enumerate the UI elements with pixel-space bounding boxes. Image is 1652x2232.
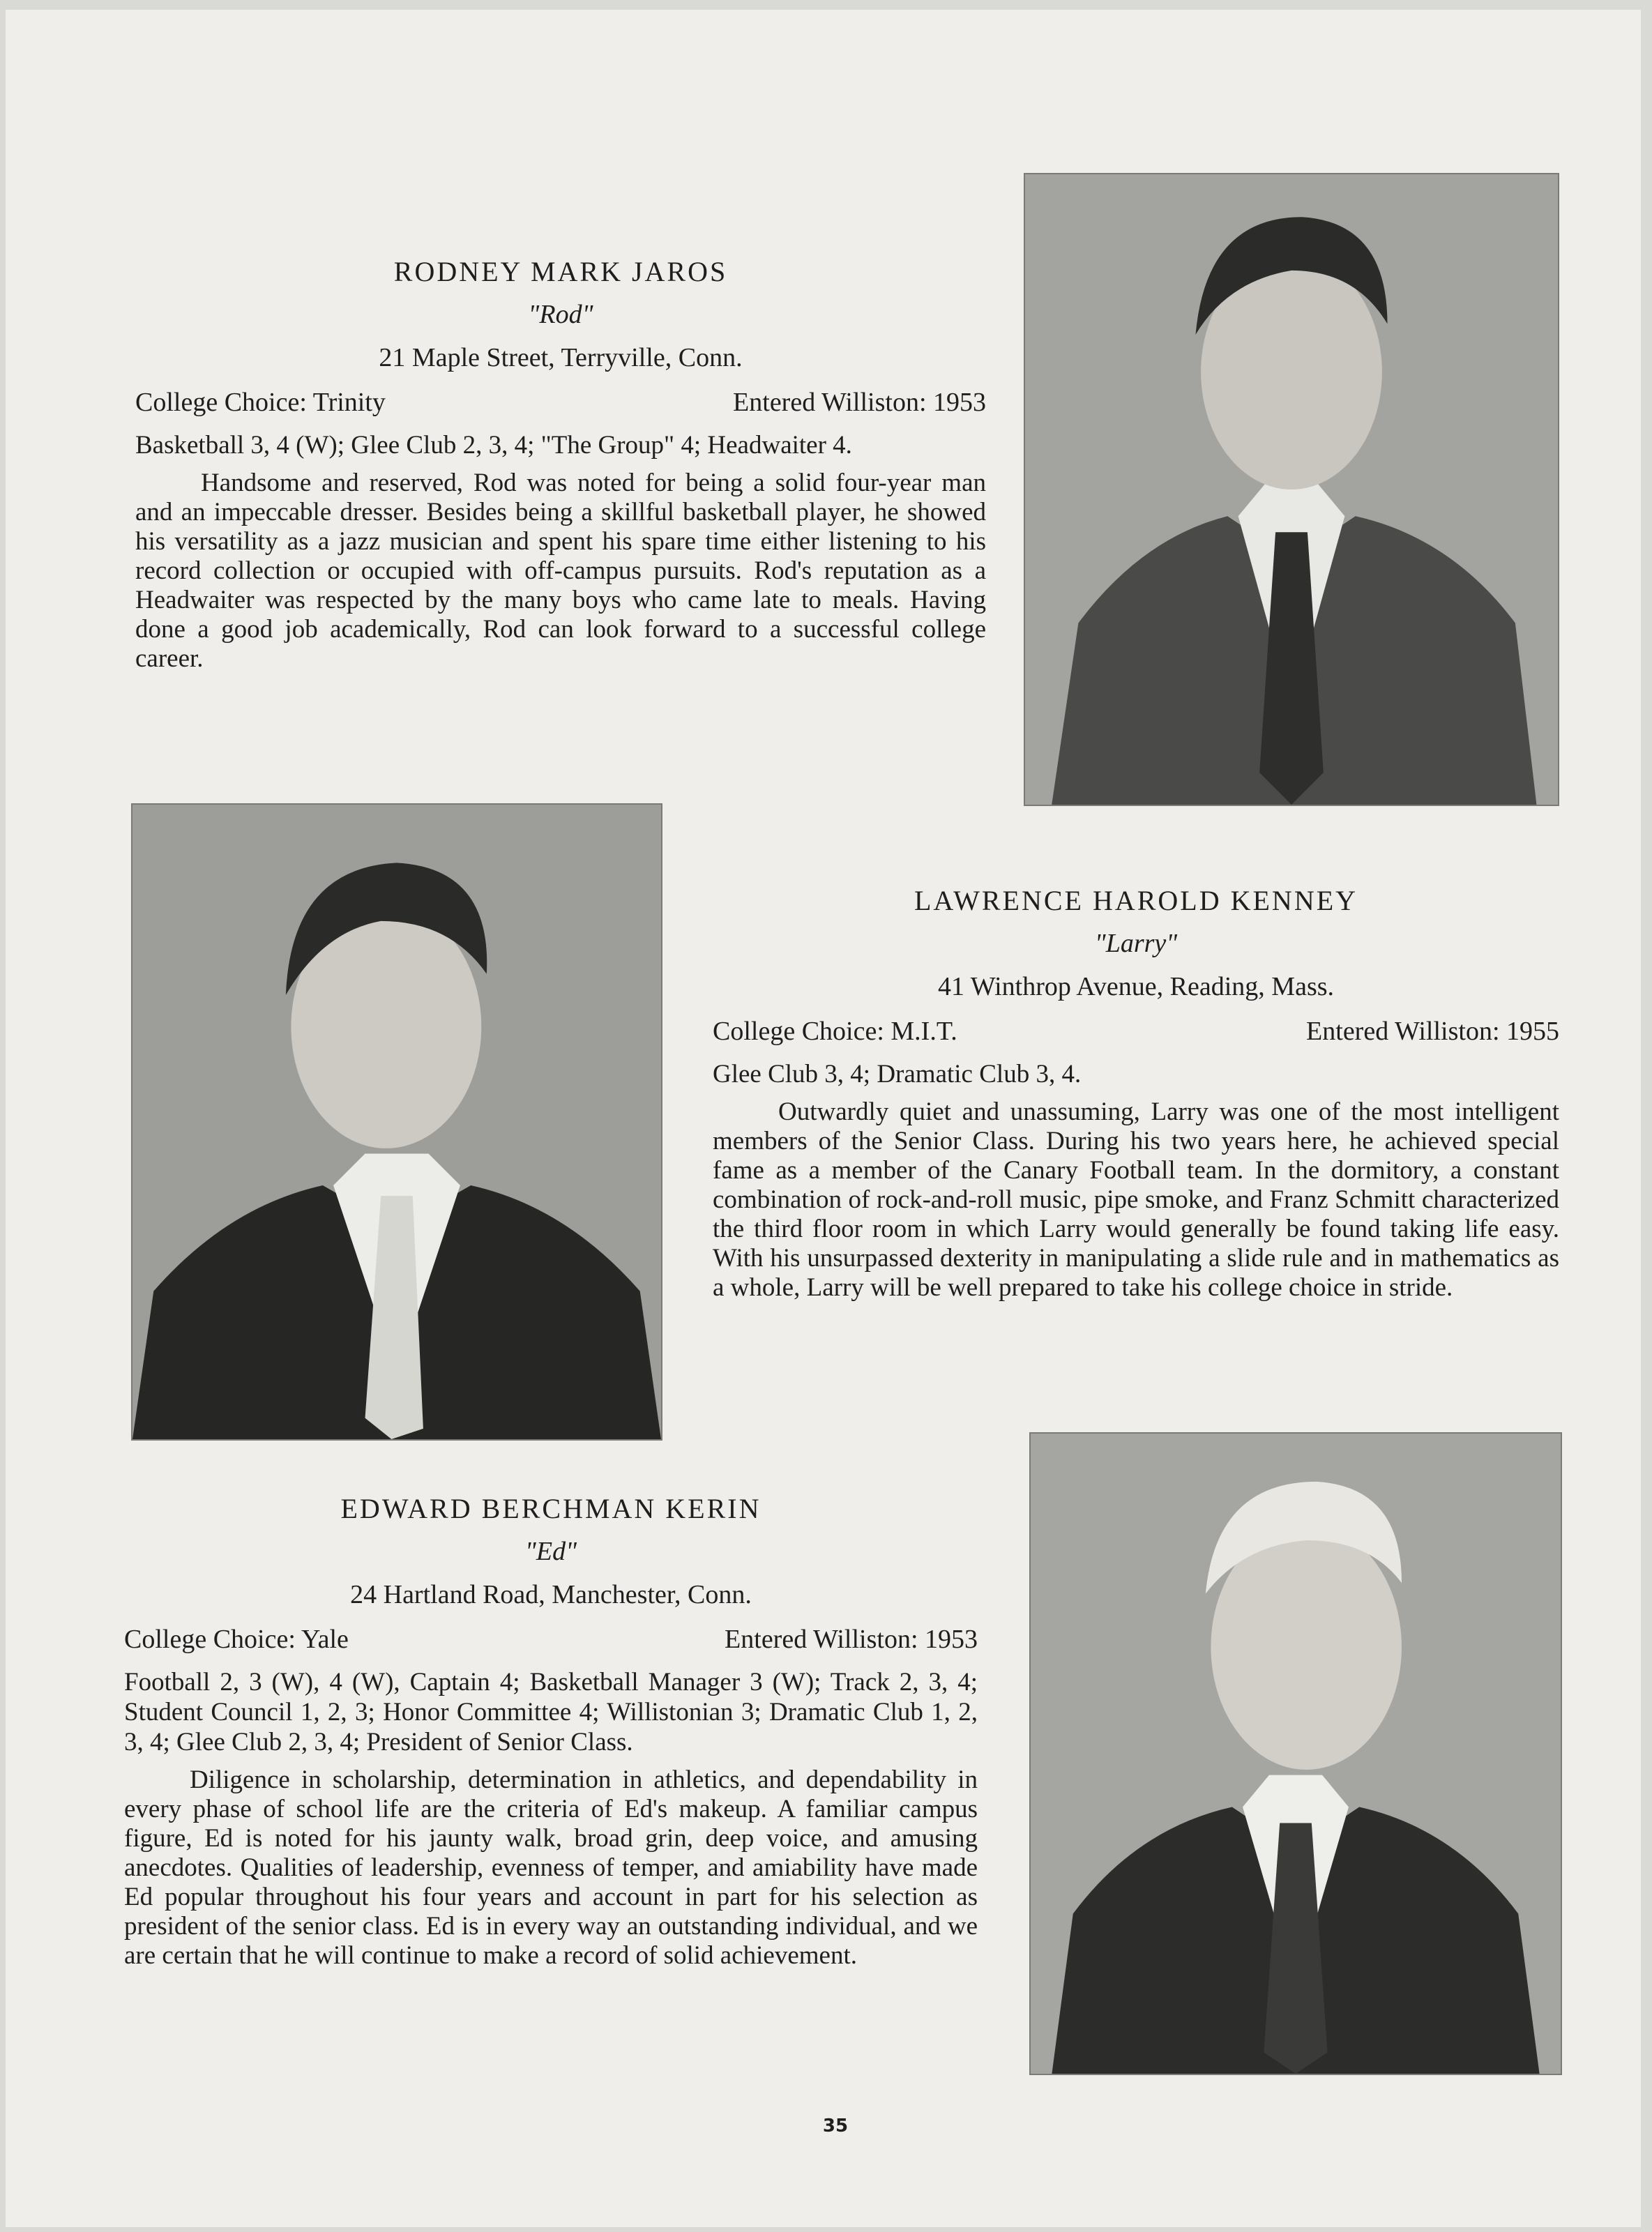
student-nickname: "Ed"	[524, 1537, 577, 1566]
student-portrait-photo	[1029, 1432, 1562, 2075]
student-name: RODNEY MARK JAROS	[393, 256, 728, 287]
student-name: LAWRENCE HAROLD KENNEY	[914, 885, 1358, 916]
student-name: EDWARD BERCHMAN KERIN	[340, 1493, 761, 1524]
student-address: 24 Hartland Road, Manchester, Conn.	[350, 1580, 752, 1609]
student-bio: Outwardly quiet and unassuming, Larry was one of the most intelligent members of the Senior Class. During his two years here, he achieved special fame as a member of the Canary Football team. In the dormitory, a constant combination of rock-and-roll music, pipe smoke, and Franz Schmitt characterized the third floor room in which Larry would generally be found taking life easy. With his unsurpassed dexterity in manipulating a slide rule and in mathematics as a whole, Larry will be well prepared to take his college choice in stride.	[713, 1098, 1559, 1302]
student-entry-kerin	[124, 1492, 978, 1971]
student-nickname: "Rod"	[528, 300, 593, 329]
student-bio: Handsome and reserved, Rod was noted for being a solid four-year man and an impeccable dresser. Besides being a skillful basketball player, he showed his versatility as a jazz musician and spent his spare time either listening to his record collection or occupied with off-campus pursuits. Rod's reputation as a Headwaiter was respected by the many boys who came late to meals. Having done a good job academically, Rod can look forward to a successful college career.	[135, 469, 986, 673]
student-bio: Diligence in scholarship, determination in athletics, and dependability in every phase of school life are the criteria of Ed's makeup. A familiar campus figure, Ed is noted for his jaunty walk, broad grin, deep voice, and amusing anecdotes. Qualities of leadership, evenness of temper, and amiability have made Ed popular throughout his four years and account in part for his selection as president of the senior class. Ed is in every way an outstanding individual, and we are certain that he will continue to make a record of solid achievement.	[124, 1766, 978, 1970]
student-entry-jaros	[135, 255, 986, 674]
entered-year: Entered Williston: 1953	[725, 1625, 978, 1654]
college-choice: College Choice: Trinity	[135, 388, 386, 417]
student-activities: Basketball 3, 4 (W); Glee Club 2, 3, 4; "The Group" 4; Headwaiter 4.	[135, 431, 852, 460]
student-entry-kenney	[713, 884, 1559, 1303]
student-portrait-photo	[1024, 173, 1559, 806]
student-address: 41 Winthrop Avenue, Reading, Mass.	[937, 972, 1335, 1001]
student-activities: Glee Club 3, 4; Dramatic Club 3, 4.	[713, 1060, 1082, 1088]
entered-year: Entered Williston: 1955	[1306, 1017, 1559, 1046]
student-address: 21 Maple Street, Terryville, Conn.	[379, 343, 743, 372]
choices-row	[135, 387, 986, 418]
choices-row	[713, 1016, 1559, 1047]
college-choice: College Choice: Yale	[124, 1625, 349, 1654]
student-nickname: "Larry"	[1094, 929, 1178, 958]
student-activities: Football 2, 3 (W), 4 (W), Captain 4; Basketball Manager 3 (W); Track 2, 3, 4; Student Council 1, 2, 3; Honor Committee 4; Willistonian 3; Dramatic Club 1, 2, 3, 4; Glee Club 2, 3, 4; President of Senior Class.	[124, 1668, 978, 1756]
yearbook-page	[6, 10, 1641, 2227]
college-choice: College Choice: M.I.T.	[713, 1017, 957, 1046]
page-number: 35	[822, 2116, 849, 2136]
entered-year: Entered Williston: 1953	[733, 388, 986, 417]
student-portrait-photo	[131, 803, 662, 1441]
choices-row	[124, 1624, 978, 1655]
